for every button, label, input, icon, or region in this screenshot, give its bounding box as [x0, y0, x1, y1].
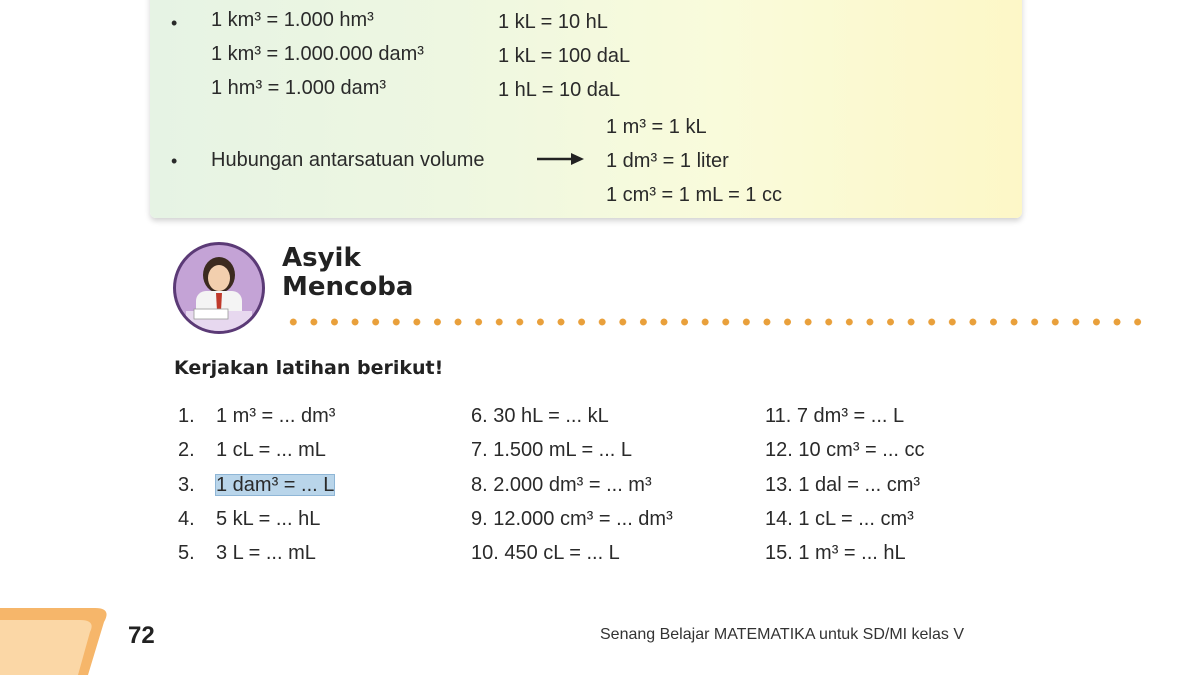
relation-label: Hubungan antarsatuan volume	[211, 149, 485, 171]
section-title-line2: Mencoba	[282, 272, 414, 302]
exercise-item: 5 kL = ... hL	[216, 508, 321, 530]
footer-book-title: Senang Belajar MATEMATIKA untuk SD/MI kelas V	[600, 626, 964, 643]
exercise-number: 1.	[178, 405, 195, 427]
exercise-item: 13. 1 dal = ... cm³	[765, 474, 921, 496]
instruction: Kerjakan latihan berikut!	[174, 357, 444, 379]
relation-text: 1 dm³ = 1 liter	[606, 150, 729, 172]
exercise-item-highlighted[interactable]: 1 dam³ = ... L	[216, 474, 335, 496]
exercise-item: 9. 12.000 cm³ = ... dm³	[471, 508, 673, 530]
conversion-text: 1 km³ = 1.000 hm³	[211, 9, 374, 31]
arrow-right-icon	[537, 152, 585, 166]
conversion-text: 1 hm³ = 1.000 dam³	[211, 77, 387, 99]
relation-text: 1 cm³ = 1 mL = 1 cc	[606, 184, 782, 206]
bullet: •	[171, 151, 178, 171]
section-title	[282, 244, 413, 302]
page-corner-decoration	[0, 600, 120, 675]
exercise-item: 1 cL = ... mL	[216, 439, 326, 461]
conversion-text: 1 kL = 10 hL	[498, 11, 608, 33]
exercise-item: 3 L = ... mL	[216, 542, 316, 564]
relation-text: 1 m³ = 1 kL	[606, 116, 707, 138]
exercise-item: 10. 450 cL = ... L	[471, 542, 620, 564]
exercise-item: 8. 2.000 dm³ = ... m³	[471, 474, 652, 496]
exercise-number: 4.	[178, 508, 195, 530]
exercise-number: 3.	[178, 474, 195, 496]
exercise-item: 14. 1 cL = ... cm³	[765, 508, 914, 530]
exercise-item: 6. 30 hL = ... kL	[471, 405, 609, 427]
exercise-number: 2.	[178, 439, 195, 461]
exercise-item: 12. 10 cm³ = ... cc	[765, 439, 925, 461]
student-avatar	[173, 242, 265, 334]
conversion-text: 1 km³ = 1.000.000 dam³	[211, 43, 424, 65]
section-title-line1: Asyik	[282, 243, 361, 273]
conversion-text: 1 kL = 100 daL	[498, 45, 631, 67]
dotted-divider	[283, 318, 1143, 326]
page-number: 72	[128, 622, 155, 649]
conversion-text: 1 hL = 10 daL	[498, 79, 621, 101]
bullet: •	[171, 13, 178, 33]
exercise-item: 1 m³ = ... dm³	[216, 405, 336, 427]
exercise-item: 15. 1 m³ = ... hL	[765, 542, 906, 564]
exercise-item: 7. 1.500 mL = ... L	[471, 439, 633, 461]
exercise-item: 11. 7 dm³ = ... L	[765, 405, 905, 427]
exercise-number: 5.	[178, 542, 195, 564]
